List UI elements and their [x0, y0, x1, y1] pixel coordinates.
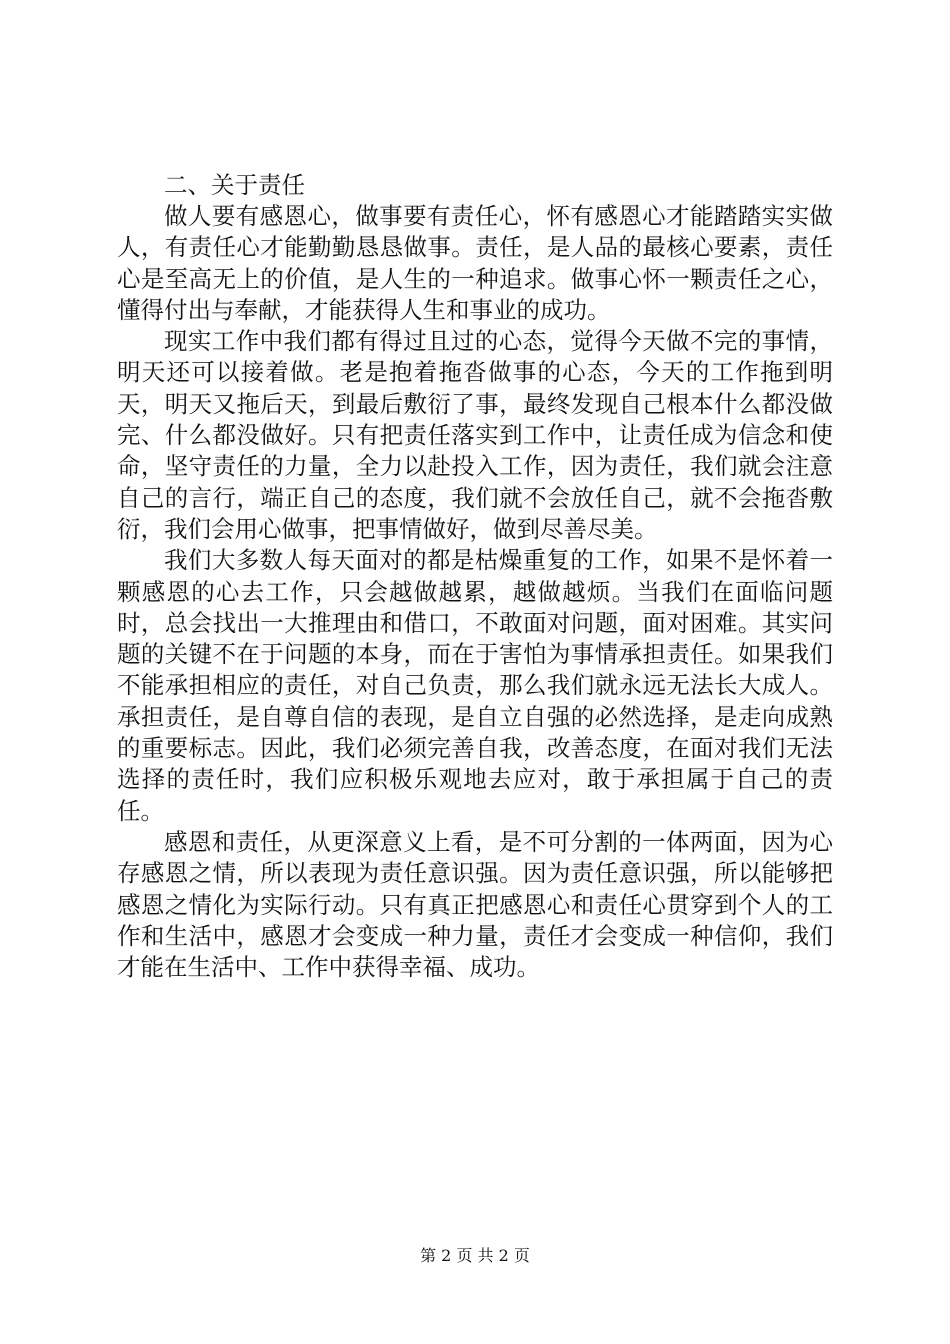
- paragraph-2: 现实工作中我们都有得过且过的心态，觉得今天做不完的事情，明天还可以接着做。老是抱着拖沓做事的心态，今天的工作拖到明天，明天又拖后天，到最后敷衍了事，最终发现自己根本什么都没做完、什么都没做好。只有把责任落实到工作中，让责任成为信念和使命，坚守责任的力量，全力以赴投入工作，因为责任，我们就会注意自己的言行，端正自己的态度，我们就不会放任自己，就不会拖沓敷衍，我们会用心做事，把事情做好，做到尽善尽美。: [117, 327, 833, 543]
- page-footer: 第 2 页 共 2 页: [420, 1246, 530, 1265]
- paragraph-4: 感恩和责任，从更深意义上看，是不可分割的一体两面，因为心存感恩之情，所以表现为责任意识强。因为责任意识强，所以能够把感恩之情化为实际行动。只有真正把感恩心和责任心贯穿到个人的工作和生活中，感恩才会变成一种力量，责任才会变成一种信仰，我们才能在生活中、工作中获得幸福、成功。: [117, 827, 833, 982]
- document-body: [117, 170, 833, 983]
- section-heading: 二、关于责任: [164, 171, 305, 199]
- paragraph-1: 做人要有感恩心，做事要有责任心，怀有感恩心才能踏踏实实做人，有责任心才能勤勤恳恳做事。责任，是人品的最核心要素，责任心是至高无上的价值，是人生的一种追求。做事心怀一颗责任之心，懂得付出与奉献，才能获得人生和事业的成功。: [117, 202, 833, 324]
- paragraph-3: 我们大多数人每天面对的都是枯燥重复的工作，如果不是怀着一颗感恩的心去工作，只会越做越累，越做越烦。当我们在面临问题时，总会找出一大推理由和借口，不敢面对问题，面对困难。其实问题的关键不在于问题的本身，而在于害怕为事情承担责任。如果我们不能承担相应的责任，对自己负责，那么我们就永远无法长大成人。承担责任，是自尊自信的表现，是自立自强的必然选择，是走向成熟的重要标志。因此，我们必须完善自我，改善态度，在面对我们无法选择的责任时，我们应积极乐观地去应对，敢于承担属于自己的责任。: [117, 546, 833, 825]
